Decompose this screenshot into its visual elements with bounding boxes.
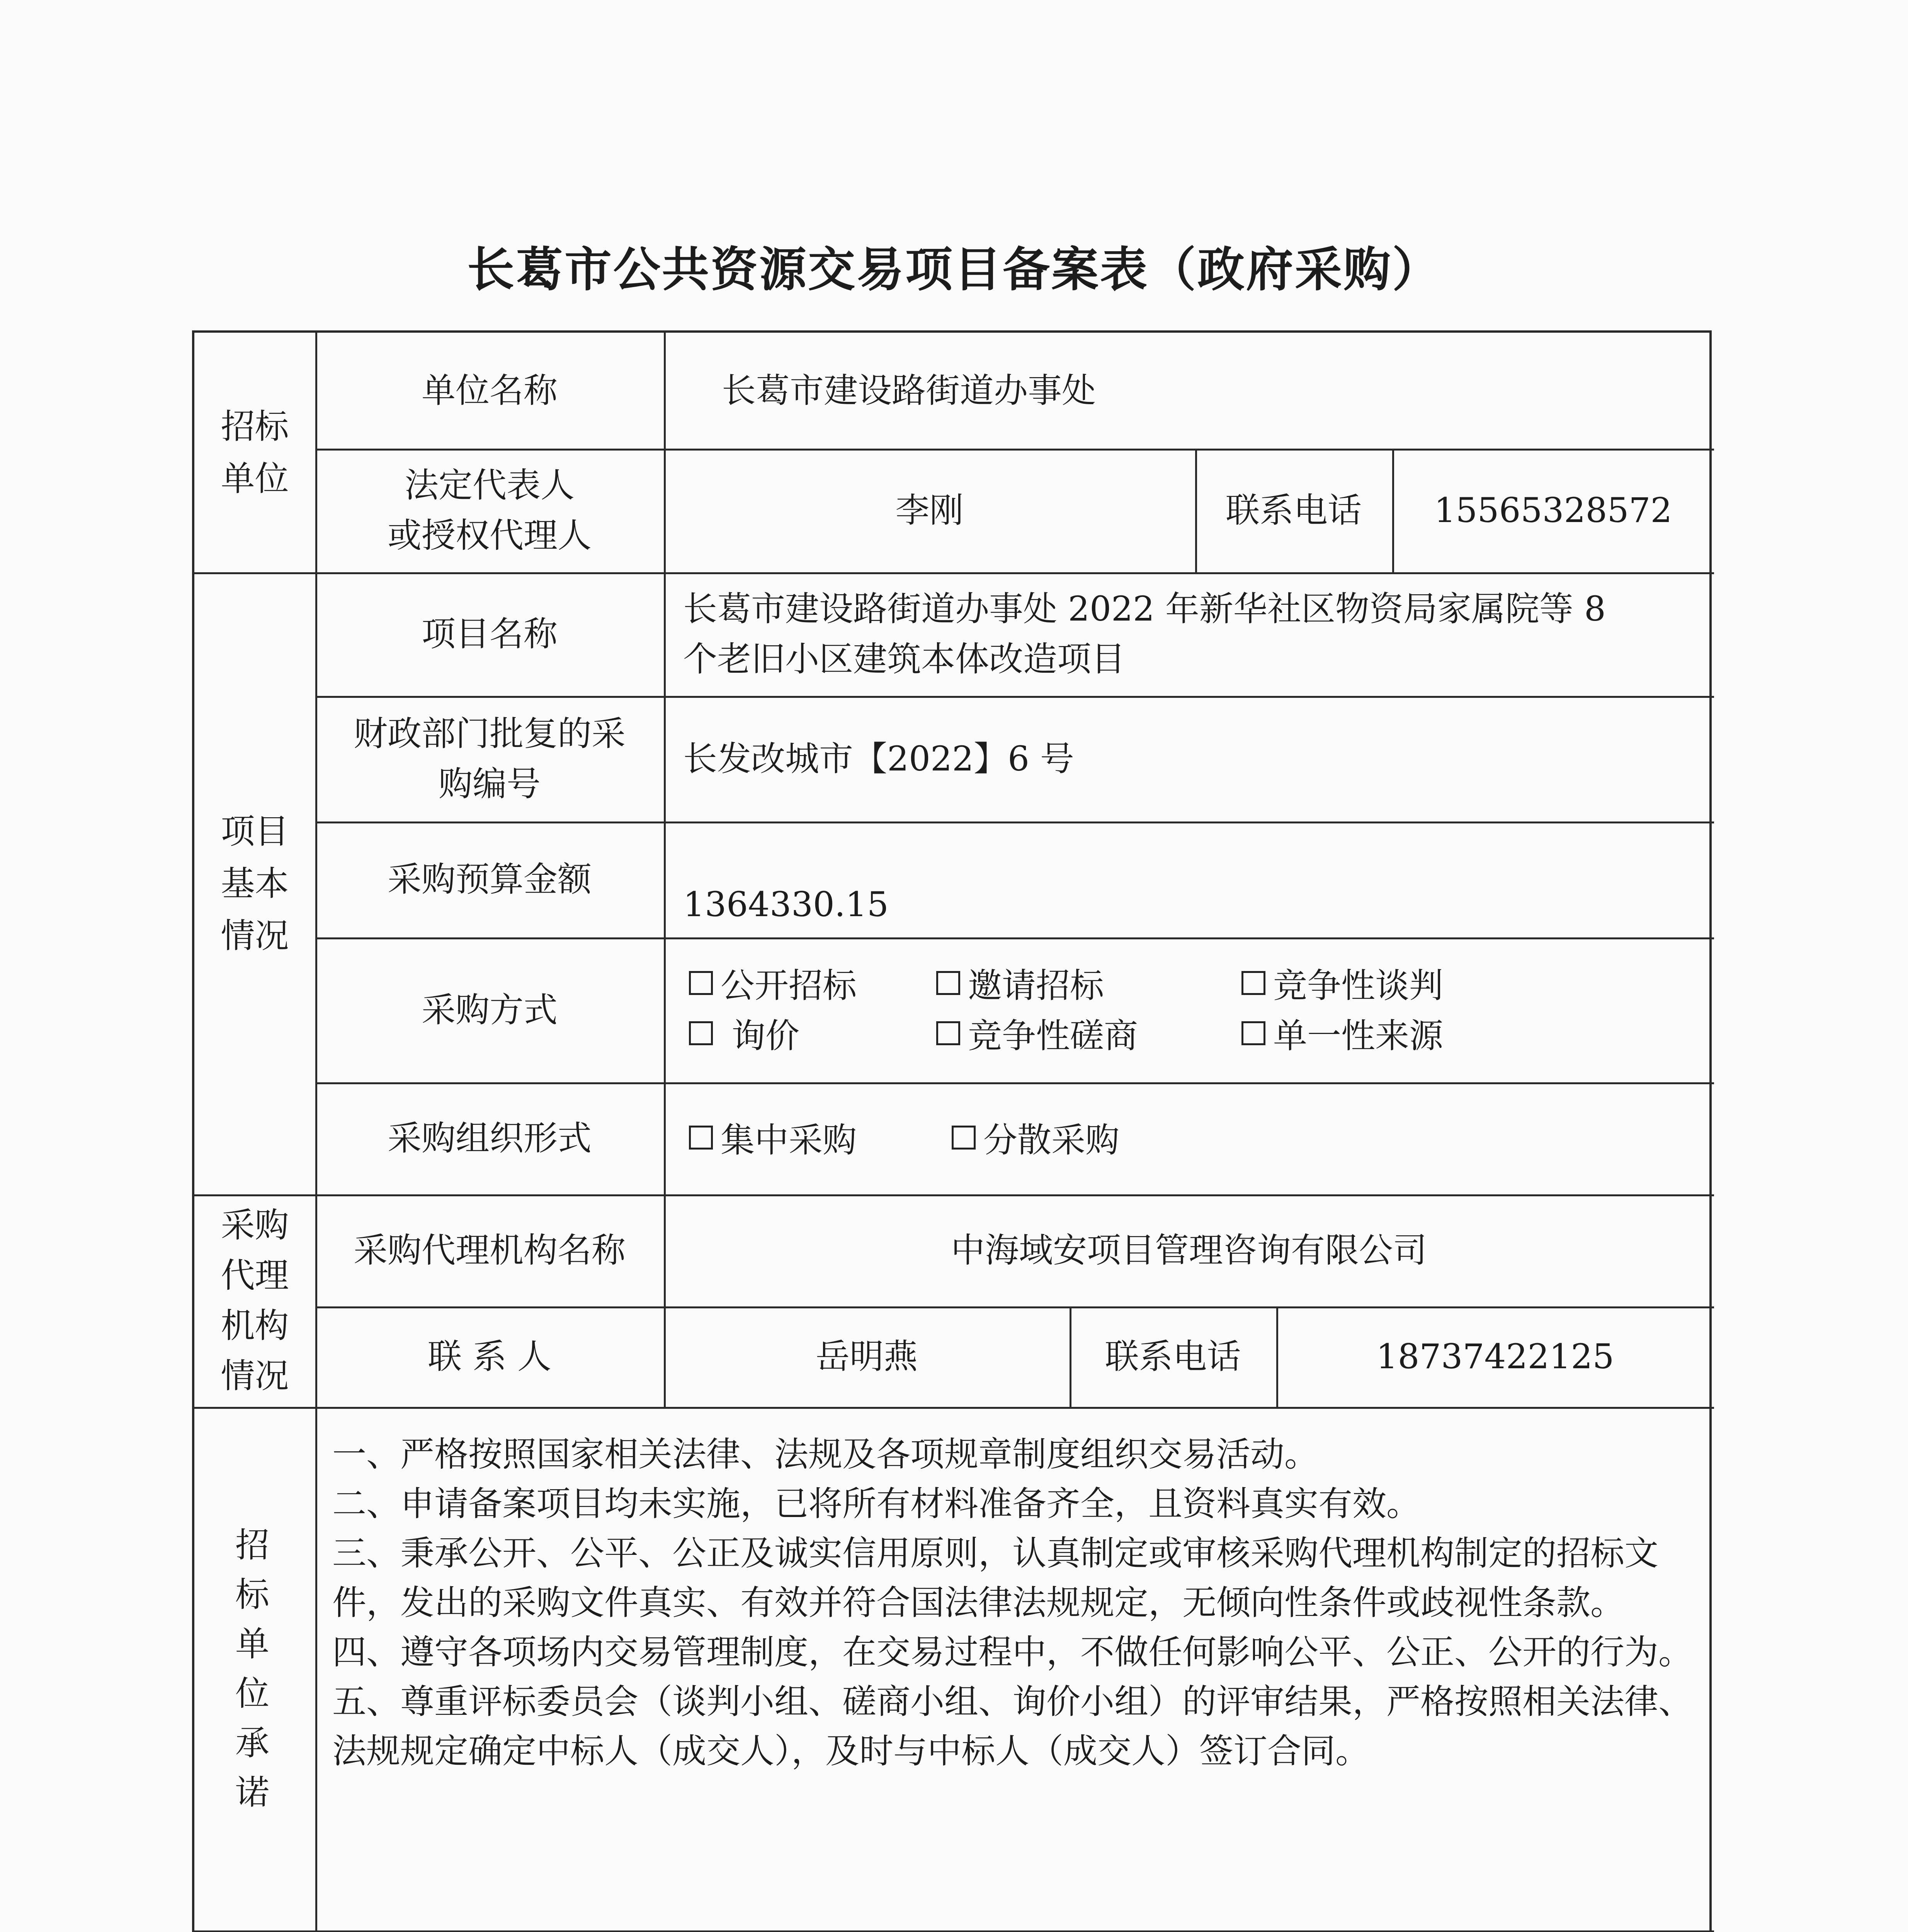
pledge-item: 三、秉承公开、公平、公正及诚实信用原则，认真制定或审核采购代理机构制定的招标文件，发出的采购文件真实、有效并符合国法律法规规定，无倾向性条件或歧视性条款。 bbox=[332, 1533, 1659, 1622]
checkbox-icon bbox=[936, 1021, 960, 1045]
method-label: 邀请招标 bbox=[968, 966, 1104, 1005]
checkbox-icon bbox=[1241, 971, 1265, 995]
org-centralized-checkbox[interactable] bbox=[689, 1113, 857, 1162]
checkbox-icon bbox=[689, 1021, 713, 1045]
org-form-label: 采购组织形式 bbox=[387, 1118, 592, 1158]
agency-name-value: 中海域安项目管理咨询有限公司 bbox=[951, 1230, 1427, 1270]
bidder-phone-label: 联系电话 bbox=[1225, 490, 1362, 530]
legal-rep-value: 李刚 bbox=[895, 490, 964, 530]
section-label-agency: 采购代理机构情况 bbox=[221, 1205, 289, 1396]
checkbox-icon bbox=[689, 1126, 713, 1150]
unit-name-label: 单位名称 bbox=[421, 371, 558, 410]
checkbox-icon bbox=[1241, 1021, 1265, 1045]
pledge-item: 五、尊重评标委员会（谈判小组、磋商小组、询价小组）的评审结果，严格按照相关法律、法规规定确定中标人（成交人），及时与中标人（成交人）签订合同。 bbox=[332, 1682, 1693, 1771]
checkbox-icon bbox=[952, 1126, 976, 1150]
section-label-bidder: 招标单位 bbox=[221, 406, 289, 498]
agency-contact-value: 岳明燕 bbox=[815, 1337, 918, 1376]
budget-value: 1364330.15 bbox=[683, 884, 889, 924]
checkbox-icon bbox=[689, 971, 713, 995]
section-label-project: 项目基本情况 bbox=[221, 811, 289, 956]
divider bbox=[194, 1930, 1714, 1932]
method-inquiry-checkbox[interactable] bbox=[689, 1009, 799, 1058]
unit-name-value: 长葛市建设路街道办事处 bbox=[722, 371, 1096, 410]
checkbox-icon bbox=[936, 971, 960, 995]
org-form-option: 集中采购 bbox=[721, 1120, 857, 1160]
pledge-item: 二、申请备案项目均未实施，已将所有材料准备齐全，且资料真实有效。 bbox=[332, 1484, 1421, 1524]
pledge-item: 一、严格按照国家相关法律、法规及各项规章制度组织交易活动。 bbox=[332, 1434, 1319, 1474]
budget-label: 采购预算金额 bbox=[387, 859, 592, 899]
org-form-option: 分散采购 bbox=[983, 1120, 1120, 1160]
bidder-phone-value: 15565328572 bbox=[1434, 490, 1672, 530]
project-name-label: 项目名称 bbox=[421, 614, 558, 654]
approval-number-value: 长发改城市【2022】6 号 bbox=[683, 738, 1074, 779]
method-competitive-negotiation-checkbox[interactable] bbox=[1241, 959, 1443, 1007]
pledge-text bbox=[332, 1430, 1696, 1776]
method-label: 询价 bbox=[721, 1016, 799, 1056]
method-label: 单一性来源 bbox=[1273, 1016, 1444, 1056]
agency-contact-label: 联 系 人 bbox=[428, 1337, 551, 1376]
method-label: 公开招标 bbox=[721, 966, 857, 1005]
method-label: 竞争性谈判 bbox=[1273, 966, 1444, 1005]
method-label: 竞争性磋商 bbox=[968, 1016, 1138, 1056]
method-competitive-consultation-checkbox[interactable] bbox=[936, 1009, 1138, 1058]
org-decentralized-checkbox[interactable] bbox=[952, 1113, 1119, 1162]
legal-rep-label: 法定代表人 或授权代理人 bbox=[387, 465, 592, 555]
agency-name-label: 采购代理机构名称 bbox=[353, 1230, 626, 1270]
procurement-method-label: 采购方式 bbox=[421, 990, 558, 1030]
method-open-tender-checkbox[interactable] bbox=[689, 959, 857, 1007]
approval-number-label: 财政部门批复的采 购编号 bbox=[353, 713, 626, 804]
pledge-item: 四、遵守各项场内交易管理制度，在交易过程中，不做任何影响公平、公正、公开的行为。 bbox=[332, 1632, 1693, 1672]
section-label-pledge: 招标单位承诺 bbox=[235, 1525, 269, 1812]
divider bbox=[194, 1407, 1714, 1409]
agency-phone-label: 联系电话 bbox=[1105, 1337, 1241, 1376]
agency-phone-value: 18737422125 bbox=[1376, 1337, 1614, 1376]
method-single-source-checkbox[interactable] bbox=[1241, 1009, 1443, 1058]
method-invited-tender-checkbox[interactable] bbox=[936, 959, 1104, 1007]
project-name-value: 长葛市建设路街道办事处 2022 年新华社区物资局家属院等 8 个老旧小区建筑本体改造项目 bbox=[683, 589, 1606, 679]
form-title: 长葛市公共资源交易项目备案表（政府采购） bbox=[467, 242, 1441, 297]
